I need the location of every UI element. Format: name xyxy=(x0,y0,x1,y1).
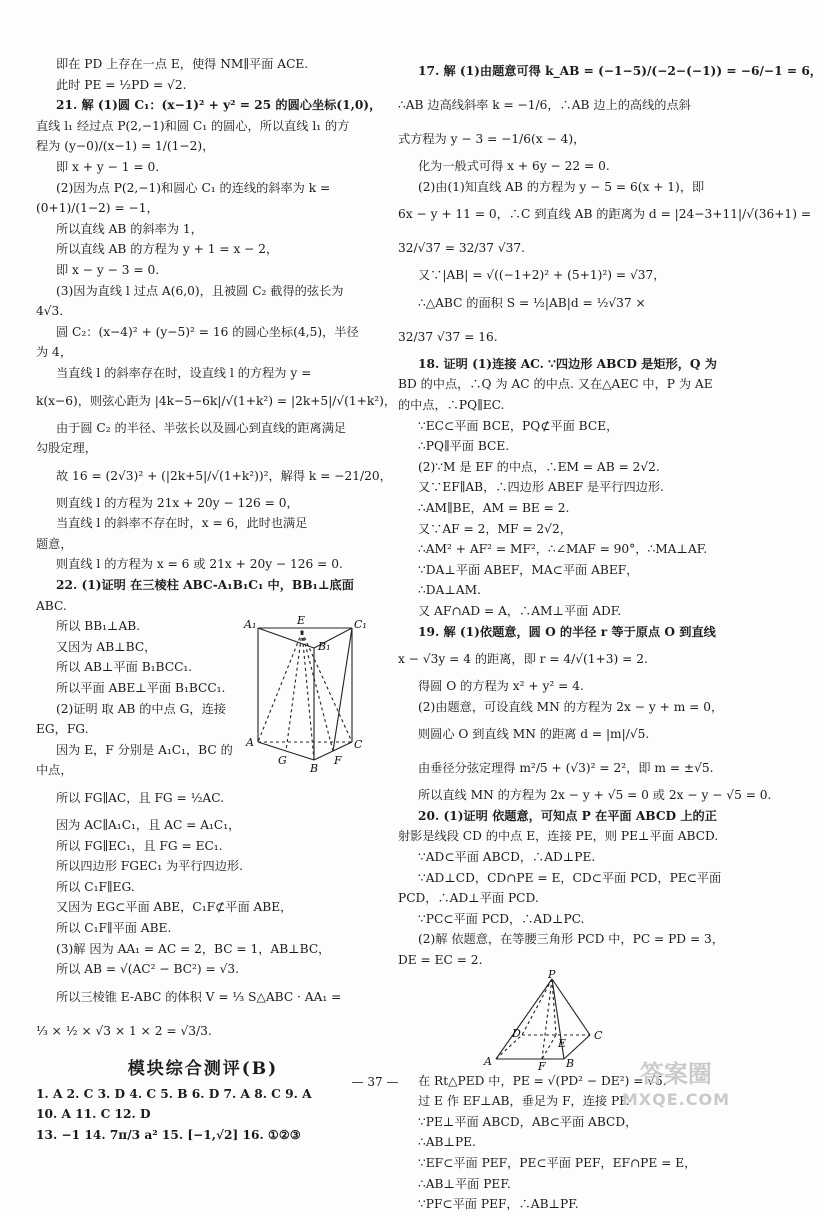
label-B: B xyxy=(310,762,319,776)
problem-21-heading: 21. 解 (1)圆 C₁：(x−1)² + y² = 25 的圆心坐标(1,0)， xyxy=(56,98,382,113)
text-line: 所以四边形 FGEC₁ 为平行四边形. xyxy=(56,859,243,874)
text-line: 又因为 AB⊥BC， xyxy=(56,639,157,654)
text-line: (2)由题意，可设直线 MN 的方程为 2x − y + m = 0， xyxy=(418,699,724,714)
text-line: ∴AB 边高线斜率 k = −1/6，∴AB 边上的高线的点斜 xyxy=(398,98,691,112)
text-line: ∴AM∥BE，AM = BE = 2. xyxy=(418,500,570,515)
text-line: 又∵AF = 2，MF = 2√2， xyxy=(418,521,572,536)
section-title: 模块综合测评(B) xyxy=(127,1058,279,1079)
text-line: 由于圆 C₂ 的半径、半弦长以及圆心到直线的距离满足 xyxy=(56,420,347,435)
text-line: 圆 C₂：(x−4)² + (y−5)² = 16 的圆心坐标(4,5)，半径 xyxy=(56,324,359,339)
text-line: k(x−6)，则弦心距为 |4k−5−6k|/√(1+k²) = |2k+5|/√(1+k²)， xyxy=(36,393,397,408)
text-line: 所以 AB = √(AC² − BC²) = √3. xyxy=(56,962,239,977)
text-line: 为 4， xyxy=(36,345,73,360)
text-line: 故 16 = (2√3)² + (|2k+5|/√(1+k²))²，解得 k = −21/20， xyxy=(56,468,392,483)
text-line: (2)∵M 是 EF 的中点，∴EM = AB = 2√2. xyxy=(418,459,660,474)
text-line: ∵PE⊥平面 ABCD，AB⊂平面 ABCD， xyxy=(418,1114,638,1129)
text-line: 所以 C₁F∥EG. xyxy=(56,879,135,894)
text-line: 过 E 作 EF⊥AB，垂足为 F，连接 PF. xyxy=(418,1094,630,1109)
problem-22-heading: 22. (1)证明 在三棱柱 ABC-A₁B₁C₁ 中，BB₁⊥底面 xyxy=(56,578,354,593)
text-line: (2)解 依题意，在等腰三角形 PCD 中，PC = PD = 3， xyxy=(418,932,724,947)
text-line: 则直线 l 的方程为 21x + 20y − 126 = 0， xyxy=(56,495,299,510)
text-line: 所以直线 AB 的斜率为 1， xyxy=(56,221,203,236)
text-line: (3)解 因为 AA₁ = AC = 2，BC = 1，AB⊥BC， xyxy=(56,941,331,956)
text-line: ⅓ × ½ × √3 × 1 × 2 = √3/3. xyxy=(36,1023,212,1038)
label-B: B xyxy=(566,1056,575,1070)
text-line: 即 x − y − 3 = 0. xyxy=(56,262,160,277)
text-line: ∵EF⊂平面 PEF，PE⊂平面 PEF，EF∩PE = E， xyxy=(418,1156,697,1170)
problem-22-block xyxy=(36,616,370,781)
text-line: 因为 E，F 分别是 A₁C₁，BC 的 xyxy=(56,742,233,757)
text-line: (0+1)/(1−2) = −1， xyxy=(36,201,159,216)
watermark-logo-text: 答案圈 xyxy=(639,1060,712,1088)
text-line: BD 的中点，∴Q 为 AC 的中点. 又在△AEC 中，P 为 AE xyxy=(398,377,713,392)
label-F: F xyxy=(538,1059,546,1073)
answer-line: 1. A 2. C 3. D 4. C 5. B 6. D 7. A 8. C 9. A xyxy=(36,1086,312,1101)
text-line: (2)因为点 P(2,−1)和圆心 C₁ 的连线的斜率为 k = xyxy=(56,180,331,195)
text-line: 直线 l₁ 经过点 P(2,−1)和圆 C₁ 的圆心，所以直线 l₁ 的方 xyxy=(36,118,350,133)
label-C: C xyxy=(594,1028,603,1042)
label-E: E xyxy=(558,1036,567,1050)
text-line: 所以 FG∥AC，且 FG = ½AC. xyxy=(56,791,224,805)
text-line: PCD，∴AD⊥平面 PCD. xyxy=(398,891,539,906)
text-line: 则圆心 O 到直线 MN 的距离 d = |m|/√5. xyxy=(418,727,650,742)
text-line: (2)由(1)知直线 AB 的方程为 y − 5 = 6(x + 1)，即 xyxy=(418,179,705,194)
text-line: 化为一般式可得 x + 6y − 22 = 0. xyxy=(418,159,610,173)
text-line: ∵PF⊂平面 PEF，∴AB⊥PF. xyxy=(418,1197,579,1212)
text-line: ∴DA⊥AM. xyxy=(418,583,481,598)
answer-line: 13. −1 14. 7π/3 a² 15. [−1,√2] 16. ①②③ xyxy=(36,1127,301,1142)
right-column xyxy=(398,54,822,1215)
label-D: D xyxy=(512,1026,521,1040)
watermark xyxy=(622,1061,730,1113)
text-line: EG，FG. xyxy=(36,722,89,737)
text-line: ∵AD⊂平面 ABCD，∴AD⊥PE. xyxy=(418,850,596,865)
text-line: 射影是线段 CD 的中点 E，连接 PE，则 PE⊥平面 ABCD. xyxy=(398,829,719,844)
text-line: 所以平面 ABE⊥平面 B₁BCC₁. xyxy=(56,681,226,696)
watermark-url: MXQE.COM xyxy=(621,1090,730,1109)
problem-19-heading: 19. 解 (1)依题意，圆 O 的半径 r 等于原点 O 到直线 xyxy=(418,624,716,639)
text-line: ∵EC⊂平面 BCE，PQ⊄平面 BCE， xyxy=(418,418,619,433)
text-line: 即 x + y − 1 = 0. xyxy=(56,159,160,174)
text-line: ∴△ABC 的面积 S = ½|AB|d = ½√37 × xyxy=(418,295,646,310)
label-G: G xyxy=(278,754,287,768)
text-line: 此时 PE = ½PD = √2. xyxy=(56,77,187,92)
prism-figure xyxy=(244,614,369,774)
text-line: 4√3. xyxy=(36,304,64,319)
text-line: (2)证明 取 AB 的中点 G，连接 xyxy=(56,701,226,716)
text-line: 32/√37 = 32/37 √37. xyxy=(398,241,525,256)
text-line: 所以直线 AB 的方程为 y + 1 = x − 2， xyxy=(56,242,279,257)
text-line: 当直线 l 的斜率不存在时，x = 6，此时也满足 xyxy=(56,516,308,531)
text-line: 又因为 EG⊂平面 ABE，C₁F⊄平面 ABE， xyxy=(56,900,293,915)
text-line: 中点， xyxy=(36,763,73,778)
text-line: 式方程为 y − 3 = −1/6(x − 4)， xyxy=(398,132,586,146)
text-line: (3)因为直线 l 过点 A(6,0)，且被圆 C₂ 截得的弦长为 xyxy=(56,283,344,298)
text-line: ∵PC⊂平面 PCD，∴AD⊥PC. xyxy=(418,911,585,926)
text-line: 的中点，∴PQ∥EC. xyxy=(398,397,505,412)
text-line: 得圆 O 的方程为 x² + y² = 4. xyxy=(418,679,584,694)
label-A: A xyxy=(484,1054,492,1068)
label-A: A xyxy=(246,736,254,750)
text-line: 所以 AB⊥平面 B₁BCC₁. xyxy=(56,660,193,675)
text-line: 则直线 l 的方程为 x = 6 或 21x + 20y − 126 = 0. xyxy=(56,557,343,572)
text-line: ∴AB⊥平面 PEF. xyxy=(418,1176,511,1191)
text-line: 所以三棱锥 E-ABC 的体积 V = ⅓ S△ABC · AA₁ = xyxy=(56,989,342,1004)
text-line: ∴PQ∥平面 BCE. xyxy=(418,439,510,454)
problem-18-heading: 18. 证明 (1)连接 AC. ∵四边形 ABCD 是矩形，Q 为 xyxy=(418,356,717,371)
text-line: x − √3y = 4 的距离，即 r = 4/√(1+3) = 2. xyxy=(398,652,648,667)
text-line: 题意， xyxy=(36,536,73,551)
text-line: DE = EC = 2. xyxy=(398,953,483,968)
text-line: 勾股定理， xyxy=(36,441,97,456)
text-line: 6x − y + 11 = 0，∴C 到直线 AB 的距离为 d = |24−3+11|/√(36+1) = xyxy=(398,207,812,222)
problem-17-heading: 17. 解 (1)由题意可得 k_AB = (−1−5)/(−2−(−1)) = −6/−1 = 6， xyxy=(418,64,822,78)
text-line: ∴AM² + AF² = MF²，∴∠MAF = 90°，∴MA⊥AF. xyxy=(418,542,708,557)
text-line: 由垂径分弦定理得 m²/5 + (√3)² = 2²，即 m = ±√5. xyxy=(418,761,714,776)
text-line: 当直线 l 的斜率存在时，设直线 l 的方程为 y = xyxy=(56,365,312,380)
label-E: E xyxy=(297,614,306,628)
text-line: 因为 AC∥A₁C₁，且 AC = A₁C₁， xyxy=(56,818,241,832)
text-line: 又∵EF∥AB，∴四边形 ABEF 是平行四边形. xyxy=(418,480,664,495)
text-line: ABC. xyxy=(36,598,67,613)
label-C1: C₁ xyxy=(354,618,367,632)
label-C: C xyxy=(354,738,363,752)
text-line: ∵DA⊥平面 ABEF，MA⊂平面 ABEF， xyxy=(418,562,639,577)
answer-line: 10. A 11. C 12. D xyxy=(36,1107,151,1122)
text-line: 又 AF∩AD = A，∴AM⊥平面 ADF. xyxy=(418,603,622,618)
text-line: 所以 FG∥EC₁，且 FG = EC₁. xyxy=(56,838,223,853)
text-line: 程为 (y−0)/(x−1) = 1/(1−2)， xyxy=(36,139,215,154)
text-line: 又∵|AB| = √((−1+2)² + (5+1)²) = √37， xyxy=(418,268,666,283)
text-line: 在 Rt△PED 中，PE = √(PD² − DE²) = √5. xyxy=(418,1073,667,1088)
pyramid-figure xyxy=(482,967,632,1073)
label-A1: A₁ xyxy=(244,618,257,632)
text-line: 所以 C₁F∥平面 ABE. xyxy=(56,920,172,935)
page-number: — 37 — xyxy=(351,1075,399,1089)
label-P: P xyxy=(548,967,556,981)
text-line: ∵AD⊥CD，CD∩PE = E，CD⊂平面 PCD，PE⊂平面 xyxy=(418,870,722,885)
label-B1: B₁ xyxy=(318,640,331,654)
text-line: 所以直线 MN 的方程为 2x − y + √5 = 0 或 2x − y − √5 = 0. xyxy=(418,788,772,803)
text-line: 32/37 √37 = 16. xyxy=(398,329,498,344)
text-line: 所以 BB₁⊥AB. xyxy=(56,619,141,634)
problem-20-heading: 20. (1)证明 依题意，可知点 P 在平面 ABCD 上的正 xyxy=(418,808,717,823)
text-line: 即在 PD 上存在一点 E，使得 NM∥平面 ACE. xyxy=(56,57,309,71)
label-F: F xyxy=(334,754,342,768)
text-line: ∴AB⊥PE. xyxy=(418,1135,476,1150)
